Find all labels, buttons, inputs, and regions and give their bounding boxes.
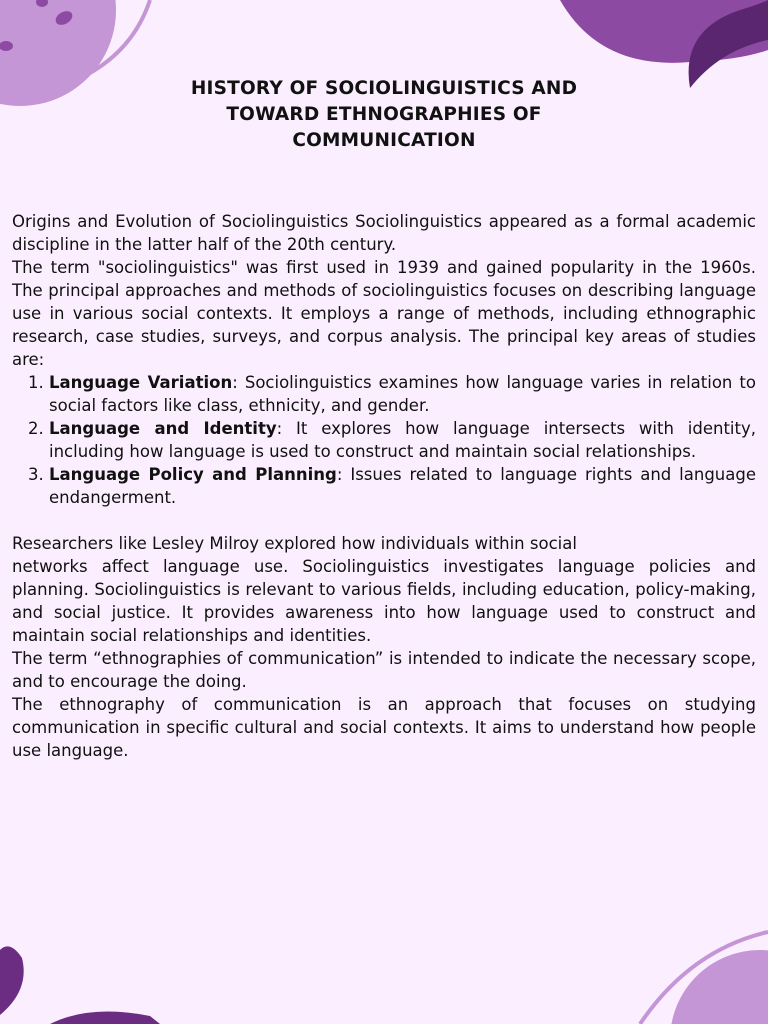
- list-item-term: Language Variation: [49, 373, 233, 392]
- intro-paragraph: Origins and Evolution of Sociolinguistics Sociolinguistics appeared as a formal academic discipline in the latter half of the 20th century.: [12, 212, 756, 254]
- top-left-dot: [36, 0, 48, 7]
- list-item: [49, 463, 756, 509]
- intro-paragraph: The term "sociolinguistics" was first used in 1939 and gained popularity in the 1960s. The principal approaches and methods of sociolinguistics focuses on describing language use in various social contexts. It employs a range of methods, including ethnographic research, case studies, surveys, and corpus analysis. The principal key areas of studies are:: [12, 258, 756, 369]
- key-areas-list: [12, 371, 756, 509]
- list-item: [49, 417, 756, 463]
- list-item-term: Language Policy and Planning: [49, 465, 337, 484]
- list-item-text: : Issues related to language rights and language endangerment.: [49, 465, 756, 507]
- top-left-dot: [53, 8, 75, 27]
- ethnography-paragraph: The term “ethnographies of communication” is intended to indicate the necessary scope, and to encourage the doing.: [12, 649, 756, 691]
- page-title-line: HISTORY OF SOCIOLINGUISTICS AND: [190, 78, 578, 99]
- bottom-left-blob: [50, 1012, 160, 1024]
- paragraph-spacer: [12, 509, 756, 532]
- list-item: [49, 371, 756, 417]
- page-title-line: COMMUNICATION: [292, 130, 476, 151]
- top-left-dot: [0, 41, 13, 51]
- bottom-right-blob: [670, 950, 768, 1024]
- bottom-right-ring: [640, 932, 768, 1024]
- list-item-text: : Sociolinguistics examines how language varies in relation to social factors like class, ethnicity, and gender.: [49, 373, 756, 415]
- researchers-paragraph: networks affect language use. Sociolinguistics investigates language policies and planning. Sociolinguistics is relevant to various fields, including education, policy-making, and social justice. It provides awareness into how language used to construct and maintain social relationships and identities.: [12, 557, 756, 645]
- list-item-text: : It explores how language intersects with identity, including how language is used to construct and maintain social relationships.: [49, 419, 756, 461]
- researchers-first-line-text: Researchers like Lesley Milroy explored how individuals within social: [12, 534, 577, 553]
- list-item-term: Language and Identity: [49, 419, 277, 438]
- page-title: [84, 76, 684, 154]
- top-right-leaf-dark: [689, 0, 768, 88]
- researchers-first-line: [12, 532, 756, 555]
- top-right-leaf: [560, 0, 768, 63]
- document-body: [12, 210, 756, 762]
- page-title-line: TOWARD ETHNOGRAPHIES OF: [226, 104, 542, 125]
- ethnography-paragraph: The ethnography of communication is an approach that focuses on studying communication in specific cultural and social contexts. It aims to understand how people use language.: [12, 695, 756, 760]
- bottom-left-leaf: [0, 946, 24, 1015]
